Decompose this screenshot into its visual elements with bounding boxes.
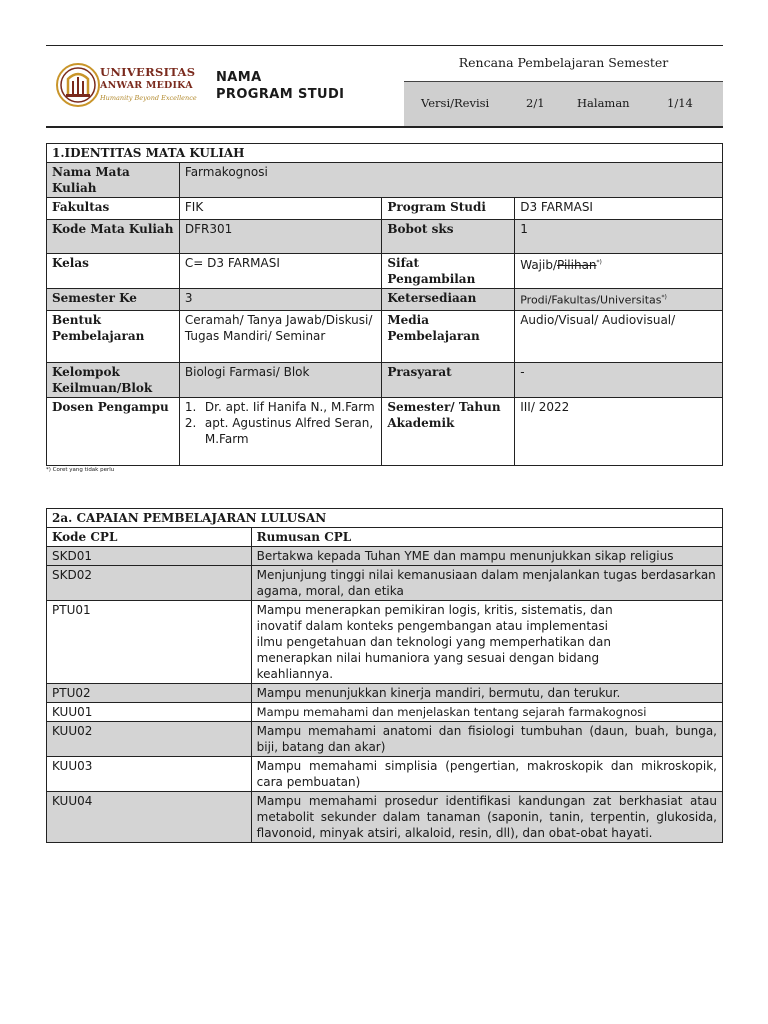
table-row (47, 703, 723, 722)
table-row (47, 722, 723, 757)
bentuk-label: Bentuk Pembelajaran (47, 311, 180, 363)
cpl-text: Menjunjung tinggi nilai kemanusiaan dalam menjalankan tugas berdasarkan agama, moral, dan etika (251, 566, 722, 601)
prasyarat-label: Prasyarat (382, 363, 515, 398)
semester-value: 3 (179, 289, 381, 311)
table-row (47, 311, 723, 363)
identitas-title-row (47, 144, 723, 163)
kode-value: DFR301 (179, 220, 381, 254)
fakultas-value: FIK (179, 198, 381, 220)
cpl-text: Mampu memahami prosedur identifikasi kandungan zat berkhasiat atau metabolit sekunder dalam tanaman (saponin, tanin, terpentin, glukosida, flavonoid, minyak atsiri, alkaloid, resin, dll), dan obat-obat hayati. (251, 792, 722, 843)
kelompok-label: Kelompok Keilmuan/Blok (47, 363, 180, 398)
table-row (47, 220, 723, 254)
cpl-kode: KUU02 (47, 722, 252, 757)
media-label: Media Pembelajaran (382, 311, 515, 363)
cpl-col-kode: Kode CPL (47, 528, 252, 547)
sifat-pilihan: Pilihan (557, 258, 597, 272)
document-title: Rencana Pembelajaran Semester (458, 55, 669, 70)
program-studi-label: PROGRAM STUDI (216, 87, 345, 102)
halaman-value: 1/14 (667, 96, 693, 110)
media-value: Audio/Visual/ Audiovisual/ (515, 311, 723, 363)
sifat-wajib: Wajib/ (520, 258, 557, 272)
table-row (47, 566, 723, 601)
nama-label: NAMA (216, 70, 262, 85)
table-row (47, 198, 723, 220)
sifat-value (515, 254, 723, 289)
cpl-kode: KUU03 (47, 757, 252, 792)
version-bar (404, 81, 723, 127)
cpl-kode: SKD02 (47, 566, 252, 601)
bentuk-value: Ceramah/ Tanya Jawab/Diskusi/ Tugas Mandiri/ Seminar (179, 311, 381, 363)
cpl-header-row (47, 528, 723, 547)
cpl-col-rumusan: Rumusan CPL (251, 528, 722, 547)
nama-mk-label: Nama Mata Kuliah (47, 163, 180, 198)
ketersediaan-value (515, 289, 723, 311)
table-row (47, 254, 723, 289)
table-row (47, 792, 723, 843)
logo-tagline: Humanity Beyond Excellence (100, 94, 197, 102)
dosen-name: Dr. apt. Iif Hanifa N., M.Farm (204, 400, 375, 414)
kode-label: Kode Mata Kuliah (47, 220, 180, 254)
cpl-text: Mampu menunjukkan kinerja mandiri, bermutu, dan terukur. (251, 684, 722, 703)
cpl-kode: KUU01 (47, 703, 252, 722)
cpl-table (46, 508, 723, 843)
cpl-text: Mampu memahami anatomi dan fisiologi tumbuhan (daun, buah, bunga, biji, batang dan akar) (251, 722, 722, 757)
cpl-kode: PTU02 (47, 684, 252, 703)
header-bottom-rule (46, 126, 723, 128)
halaman-label: Halaman (577, 96, 630, 110)
logo-university-line2: ANWAR MEDIKA (100, 80, 193, 91)
table-row (47, 684, 723, 703)
table-row (47, 601, 723, 684)
table-row (47, 757, 723, 792)
kelompok-value: Biologi Farmasi/ Blok (179, 363, 381, 398)
program-name-block (216, 69, 344, 103)
semester-label: Semester Ke (47, 289, 180, 311)
prasyarat-value: - (515, 363, 723, 398)
dosen-num: 2. (184, 416, 197, 430)
list-item (185, 399, 376, 415)
table-row (47, 163, 723, 198)
ketersediaan-note: *) (661, 294, 667, 301)
footnote: *) Coret yang tidak perlu (46, 467, 115, 473)
sifat-label: Sifat Pengambilan (382, 254, 515, 289)
versi-value: 2/1 (526, 96, 545, 110)
cpl-title-row (47, 509, 723, 528)
dosen-num: 1. (184, 400, 197, 414)
header-top-rule (46, 45, 723, 46)
versi-label: Versi/Revisi (421, 96, 490, 110)
nama-mk-value: Farmakognosi (179, 163, 722, 198)
fakultas-label: Fakultas (47, 198, 180, 220)
cpl-kode: PTU01 (47, 601, 252, 684)
dosen-name: apt. Agustinus Alfred Seran, M.Farm (204, 416, 374, 446)
semester-tahun-value: III/ 2022 (515, 398, 723, 466)
list-item (185, 415, 376, 447)
table-row (47, 289, 723, 311)
sifat-note: *) (596, 259, 602, 266)
prodi-label: Program Studi (382, 198, 515, 220)
dosen-list (185, 399, 376, 447)
cpl-text: Bertakwa kepada Tuhan YME dan mampu menunjukkan sikap religius (251, 547, 722, 566)
ketersediaan-label: Ketersediaan (382, 289, 515, 311)
kelas-label: Kelas (47, 254, 180, 289)
ketersediaan-text: Prodi/Fakultas/Universitas (520, 293, 662, 307)
cpl-title: 2a. CAPAIAN PEMBELAJARAN LULUSAN (47, 509, 723, 528)
cpl-text: Mampu memahami simplisia (pengertian, makroskopik dan mikroskopik, cara pembuatan) (251, 757, 722, 792)
dosen-label: Dosen Pengampu (47, 398, 180, 466)
bobot-value: 1 (515, 220, 723, 254)
prodi-value: D3 FARMASI (515, 198, 723, 220)
dosen-value (179, 398, 381, 466)
identitas-title: 1.IDENTITAS MATA KULIAH (47, 144, 723, 163)
table-row (47, 363, 723, 398)
table-row (47, 398, 723, 466)
cpl-kode: KUU04 (47, 792, 252, 843)
logo-university-line1: UNIVERSITAS (100, 65, 196, 79)
table-row (47, 547, 723, 566)
cpl-kode: SKD01 (47, 547, 252, 566)
identitas-table (46, 143, 723, 466)
cpl-text: Mampu memahami dan menjelaskan tentang sejarah farmakognosi (251, 703, 722, 722)
bobot-label: Bobot sks (382, 220, 515, 254)
cpl-text: Mampu menerapkan pemikiran logis, kritis, sistematis, dan inovatif dalam konteks pengembangan atau implementasi ilmu pengetahuan dan teknologi yang memperhatikan dan menerapkan nilai humaniora yang sesuai dengan bidang keahliannya. (251, 601, 722, 684)
kelas-value: C= D3 FARMASI (179, 254, 381, 289)
semester-tahun-label: Semester/ Tahun Akademik (382, 398, 515, 466)
